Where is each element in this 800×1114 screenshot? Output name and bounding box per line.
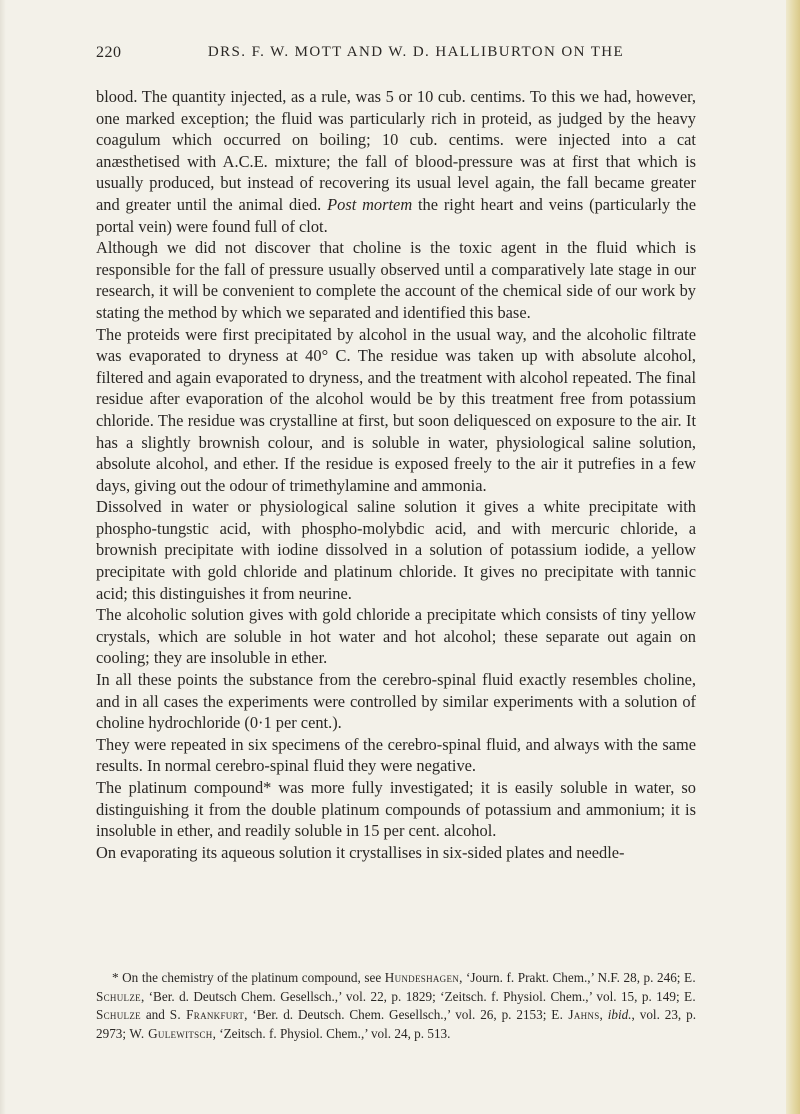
paragraph-6: In all these points the substance from the cerebro-spinal fluid exactly resembles choline, and in all cases the experiments were controlled by similar experiments with a solution of choline hydrochloride (0·1 per cent.).: [96, 670, 696, 733]
footnote-author: E. Jahns: [551, 1007, 600, 1023]
footnote-text: , ‘Journ. f. Prakt. Chem.,’ N.F. 28, p. 246;: [459, 970, 685, 985]
running-head: DRS. F. W. MOTT AND W. D. HALLIBURTON ON THE: [207, 44, 625, 60]
page-number: 220: [96, 44, 122, 61]
footnote-marker: *: [112, 970, 119, 985]
footnote-text: ,: [599, 1007, 608, 1023]
page-header: [96, 44, 696, 68]
paragraph-1-text-b: the right heart and veins (particularly the portal vein) were found full of clot.: [96, 194, 696, 236]
footnote-author: E. Schulze: [96, 988, 696, 1023]
page-shadow-left: [0, 0, 6, 1114]
footnote-author: S. Frankfurt: [169, 1007, 245, 1023]
footnote-text: On the chemistry of the platinum compound, see: [118, 970, 385, 985]
footnote-author: W. Gulewitsch: [129, 1025, 213, 1041]
paragraph-8: The platinum compound* was more fully investigated; it is easily soluble in water, so distinguishing it from the double platinum compounds of potassium and ammonium; it is insoluble in ether, and readily soluble in 15 per cent. alcohol.: [96, 778, 696, 841]
paragraph-1-italic: Post mortem: [327, 194, 413, 214]
paragraph-1: [96, 86, 696, 237]
paragraph-1-text-a: blood. The quantity injected, as a rule, was 5 or 10 cub. centims. To this we had, however, one marked exception; the fluid was particularly rich in proteid, as judged by the heavy coagulum which occurred on boiling; 10 cub. centims. were injected into a cat anæsthetised with A.C.E. mixture; the fall of blood-pressure was at first that which is usually produced, but instead of recovering its usual level again, the fall became greater and greater until the animal died.: [96, 87, 696, 214]
footnote-text: , ‘Ber. d. Deutsch. Chem. Gesellsch.,’ vol. 26, p. 2153;: [244, 1007, 552, 1023]
paragraph-5: The alcoholic solution gives with gold chloride a precipitate which consists of tiny yellow crystals, which are soluble in hot water and hot alcohol; these separate out again on cooling; they are insoluble in ether.: [96, 605, 696, 668]
footnote-author: Hundeshagen: [384, 970, 460, 985]
footnote-text: , ‘Ber. d. Deutsch Chem. Gesellsch.,’ vol. 22, p. 1829; ‘Zeitsch. f. Physiol. Chem.,’ vol. 15, p. 149;: [140, 988, 685, 1004]
footnote-text: and: [140, 1007, 170, 1023]
paragraph-2: Although we did not discover that choline is the toxic agent in the fluid which is responsible for the fall of pressure usually observed until a comparatively late stage in our research, it will be convenient to complete the account of the chemical side of our work by stating the method by which we separated and identified this base.: [96, 238, 696, 322]
paragraph-4: Dissolved in water or physiological saline solution it gives a white precipitate with phospho-tungstic acid, with phospho-molybdic acid, and with mercuric chloride, a brownish precipitate with iodine dissolved in a solution of potassium iodide, a yellow precipitate with gold chloride and platinum chloride. It gives no precipitate with tannic acid; this distinguishes it from neurine.: [96, 497, 696, 603]
paragraph-7: They were repeated in six specimens of the cerebro-spinal fluid, and always with the same results. In normal cerebro-spinal fluid they were negative.: [96, 734, 696, 776]
footnote-text: , ‘Zeitsch. f. Physiol. Chem.,’ vol. 24, p. 513.: [212, 1025, 451, 1041]
paragraph-9: On evaporating its aqueous solution it crystallises in six-sided plates and needle-: [96, 842, 625, 862]
paragraph-3: The proteids were first precipitated by alcohol in the usual way, and the alcoholic filtrate was evaporated to dryness at 40° C. The residue was taken up with absolute alcohol, filtered and again evaporated to dryness, and the treatment with alcohol repeated. The final residue after evaporation of the alcohol would be by this treatment free from potassium chloride. The residue was crystalline at first, but soon deliquesced on exposure to the air. It has a slightly brownish colour, and is soluble in water, physiological saline solution, absolute alcohol, and ether. If the residue is exposed freely to the air it putrefies in a few days, giving out the odour of trimethylamine and ammonia.: [96, 324, 696, 495]
footnote: [96, 969, 696, 1043]
footnote-text: , vol. 23, p. 2973;: [96, 1007, 696, 1041]
body-text: [96, 86, 696, 863]
page-edge-right: [786, 0, 800, 1114]
footnote-author: E. Schulze: [96, 970, 696, 1004]
footnote-italic: ibid.: [607, 1007, 632, 1023]
